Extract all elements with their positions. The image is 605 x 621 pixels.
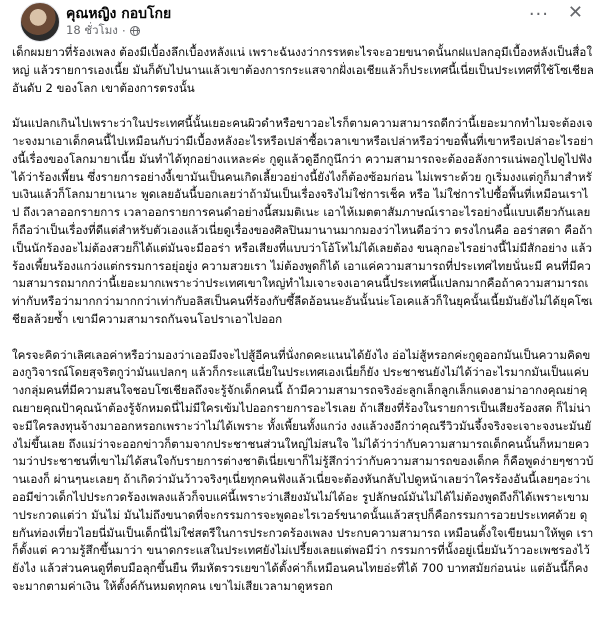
- more-options-icon[interactable]: ···: [528, 4, 549, 25]
- post-content: [12, 44, 594, 614]
- avatar[interactable]: [20, 2, 60, 42]
- close-icon[interactable]: ✕: [567, 2, 583, 23]
- post-timestamp[interactable]: 18 ชั่วโมง: [66, 23, 118, 37]
- post-paragraph-2: มันแปลกเกินไปเพราะว่าในประเทศนี้นั้นเยอะคนผิวดำหรือขาวอะไรก็ตามความสามารถดีกว่านี้เยอะมากทำไมจะต้องเจาะจงมาเอาเด็กคนนี้ไปเหมือนกับว่ามีเบื้องหลังอะไรหรือเปล่าซื้อเวลาเขาหรือเปล่าหรือว่าขอพื้นที่เขาหรือเปล่าอะไรอย่างนี้เรื่องของโลกมายาเนี้ย มันทำได้ทุกอย่างเเหละค่ะ กูดูแล้วดูอีกกูนึกว่า ความสามารถจะต้องอลังการแน่พอกูไปดูไปฟังได้ว่าร้องเพี้ยน ซึ่งรายการอย่างงี้เขามันเป็นคนเกิดเลี้ยวอย่างนี้ยังไงก็ต้องซ้อมก่อน ไม่เพราะด้วย กูเริ่มงงแต่กูก็มาสำหรับเงินแล้วก็โลกมายาเนาะ พูดเลยอันนี้บอกเลยว่าถ้ามันเป็นเรื่องจริงไม่ใช่การเช็ค หรือ ไม่ใช่การไปซื้อพื้นที่เหมือนเราไป ถึงเวลาออกรายการ เวลาออกรายการคนดำอย่างนี้สมมติเนะ เอาไห้เมตตาสัมภาษณ์เราอะไรอย่างนี้แบบเดียวกันเลยก็ถือว่าเป็นเรื่องที่ดีแต่สำหรับตัวเองแล้วเนี่ยดูเรื่องของศิลปินมานานมากมองว่าไหนดีอว่าว ตรงไกนคือ ออร่าสดา คือถ้าเป็นนักร้องอะไม่ต้องสวยก็ได้แต่มันจะมีออร่า หรือเสียงที่แบบว่าโอ้โหไม่ได้เลยต้อง ขนลุกอะไรอย่างนี้ไม่มีสักอย่าง แล้วร้องเพี้ยนร้องแกว่งแต่กรรมการอยุ่อยู่ง ความสวยเรา ไม่ต้องพูดก็ได้ เอาแค่ความสามารถที่ประเทศไทยนั่นะมี คนที่มีความสามารถมากกว่านี้เยอะมากเพราะว่าประเทศเขาใหญ่ทำไมเจาะจงเอาคนนี้ประเทศนี้แปลกมากคือถ้าความสามารถเท่ากับหรือว่ามากกว่ามากกว่าเท่ากับอลิสเป็นคนที่ร้องกับซึ้ลีดอ้อนนะอันนั้นน่ะโอเคแล้วก็ในยุคนั้นเนี้ยมันยังไม่ได้ยุคโซเชียลล้วยซ้ำ เขามีความสามารถกันจนโอปราเอาไปออก: [12, 116, 594, 326]
- post-paragraph-1: เด็กผมยาวที่ร้องเพลง ต้องมีเบื้องลึกเบื้องหลังแน่ เพราะฉันงงว่ากรรหตะไรจะอวยขนาดนั้นกฝแปลกอุมีเบื้องหลังเป็นสื่อใหญ่ แล้วรายการเองเนี้ย มันก็ดับไปนานแล้วเขาต้องการกระแสจากฝั่งเอเชียแล้วก็ประเทศนี้เนี่ยเป็นประเทศที่ใช้โซเชียลอันดับ 2 ของโลก เขาต้องการตรงนั้น: [12, 45, 594, 95]
- post-paragraph-3: ใครจะคิดว่าเลิศเลอค่าหรือว่ามองว่าเออมึงจะไปสู้อีคนที่นั่งกดคะแนนได้ยังไง อ่อไม่สู้หรอกค่ะกูดูออกมันเป็นความคิดของกูวิจารณ์โดยสุจริตกูว่ามันแปลกๆ แล้วก็กระแสเนี่ยในประเทศเองเนี่ยก็ยัง ประชาชนยังไม่ได้ว่าอะไรมากมันเป็นแค่บางกลุ่มคนที่มีความสนใจชอบโซเชียลถึงจะรู้จักเด็กคนนี้ ถ้ามีความสามารถจริงอ่ะลูกเล็กลูกเล็กแดงฮาม่าอากงคุณย่าคุณยายคุณป้าคุณน้าต้องรู้จักหมดนี่ไม่มีใครเข้มไปออกรายการอะไรเลย ถ้าเสียงที่ร้องในรายการเป็นเสียงร้องสด ก็ไม่น่าจะมีใครลงทุนจ้างมาออกหรอกเพราะว่าไม่ได้เพราะ ทั้งเพี้ยนทั้งแกว่ง งงแล้วงงอีกว่าคุณรีวิวมันจึ้งจริงจะเจาะจงนะมันยังไม่ขึ้นเลย ถึงแม่ว่าจะออกข่าวก็ตามจากประชาชนส่วนใหญ่ไม่สนใจ ไม่ได้ว่าว่ากับความสามารถเด็กคนนั้นก็หมายความว่าประชาชนที่เขาไม่ได้สนใจกับรายการต่างชาติเนี่ยเขาก็ไม่รู้สึกว่าว่ากับความสามารถของเด็กค ก็คือพูดง่ายๆชาวบ้านเองก็ ผ่านๆนะเลยๆ ถ้าเกิดว่ามันว้าวจริงๆเนี่ยทุกคนฟังแล้วเนี่ยจะต้องหันกลับไปดูหน้าเลยว่าใครร้องอันนี้เลยๆอะว่าเออมีข่าวเด็กไปประกวดร้องเพลงแล้วก็จบแค่นี้เพราะว่าเสียงมันไม่ได้อะ รูปลักษณ์มันไม่ได้ไม่ต้องพูดถึงก็ได้เพราะเขามาประกวดแต่ว่า มันไม่ มันไม่ถึงขนาดที่จะกรรมการจะพูดอะไรเวอร์ขนาดนั้นแล้วสรุปก็คือกรรมการอวยประเทศด้วย ดุยกันท่องเที่ยวไอยนี่มันเป็นเด็กนี่ไม่ใช่สตรีในการประกวดร้องเพลง ประกบความสามารถ เหมือนตั้งใจเขียนมาให้พูด เราก็ตั้งแต่ ความรู้สึกขึ้นมาว่า ขนาดกระแสในประเทศยังไม่เปรี้ยงเลยแต่พอมีว่า กรรมการที่นั้งอยู่เนี่ยมันว้าวอะเพชรองไว้ยังไง แล้วส่วนคนดูที่ตบมือลุกขึ้นยืน ทีมหัตรวรเยขาได้ตั้งค่าก็เหมือนคนไทยอ่ะที่ได้ 700 บาทสมัยก่อนน่ะ แต่อันนี้ก็คงจะมากตามค่าเงิน ให้ตั้งค์กันหมดทุกคน เขาไม่เสียเวลามาดูหรอก: [12, 347, 594, 593]
- post-header: [10, 0, 595, 44]
- globe-icon: [130, 26, 140, 36]
- meta-separator: ·: [121, 24, 126, 38]
- author-name[interactable]: คุณหญิง กอบโกย: [66, 6, 172, 22]
- post-meta: [66, 22, 140, 40]
